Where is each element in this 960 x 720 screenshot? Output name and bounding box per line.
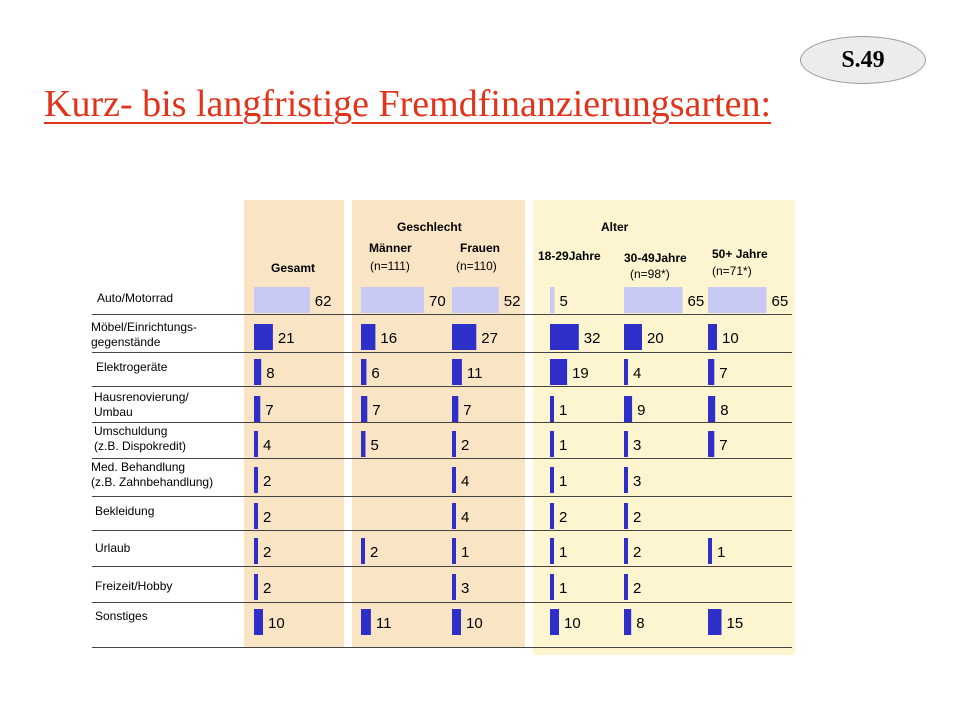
bar-value-label: 7: [719, 437, 728, 454]
bar-value-label: 4: [461, 473, 470, 490]
row-label-urlaub: Urlaub: [95, 541, 131, 555]
row-label-sonstiges: Sonstiges: [95, 609, 148, 623]
bar: [452, 574, 456, 600]
bar: [624, 503, 628, 529]
bar: [550, 287, 555, 313]
bar: [361, 287, 424, 313]
header-age-30-49-n: (n=98*): [630, 267, 670, 281]
bar: [452, 287, 499, 313]
header-maenner: Männer: [369, 241, 412, 255]
bar-value-label: 2: [263, 509, 272, 526]
bar-value-label: 3: [633, 437, 642, 454]
bar: [708, 359, 714, 385]
bar-value-label: 4: [633, 365, 642, 382]
bar-value-label: 32: [583, 330, 601, 347]
bar-value-label: 65: [687, 293, 705, 310]
header-gesamt: Gesamt: [271, 261, 316, 275]
bar-value-label: 8: [636, 615, 645, 632]
bar-value-label: 2: [263, 580, 272, 597]
bar-value-label: 1: [559, 544, 568, 561]
page-number-badge: S.49: [800, 36, 926, 84]
bar-value-label: 3: [461, 580, 470, 597]
header-frauen: Frauen: [460, 241, 501, 255]
bar-value-label: 5: [370, 437, 379, 454]
bar-value-label: 20: [647, 330, 664, 347]
bar-value-label: 1: [559, 473, 568, 490]
row-label-moebel: Möbel/Einrichtungs- gegenstände: [91, 320, 198, 349]
header-age-18-29: 18-29Jahre: [538, 249, 601, 263]
bar: [254, 324, 273, 350]
bar: [452, 503, 456, 529]
bar-value-label: 1: [559, 437, 568, 454]
bar: [624, 287, 683, 313]
bar-value-label: 11: [466, 365, 483, 382]
bar-value-label: 15: [726, 615, 744, 632]
bar: [708, 431, 714, 457]
bar-value-label: 8: [720, 402, 729, 419]
bar: [254, 574, 258, 600]
bar-value-label: 2: [559, 509, 568, 526]
row-label-umschuldung: Umschuldung (z.B. Dispokredit): [94, 424, 187, 453]
header-age-50plus-n: (n=71*): [712, 264, 752, 278]
bar-value-label: 16: [380, 330, 398, 347]
bar-value-label: 27: [481, 330, 498, 347]
bar: [254, 467, 258, 493]
bar: [550, 431, 554, 457]
bar-value-label: 65: [771, 293, 789, 310]
bar-value-label: 7: [265, 402, 274, 419]
bar-value-label: 6: [371, 365, 380, 382]
bar: [550, 396, 554, 422]
bar: [624, 574, 628, 600]
bar-value-label: 1: [559, 402, 568, 419]
header-frauen-n: (n=110): [456, 259, 497, 273]
bar: [550, 538, 554, 564]
bar: [361, 431, 366, 457]
bar-value-label: 10: [268, 615, 285, 632]
bar-value-label: 9: [637, 402, 646, 419]
bar-value-label: 10: [722, 330, 739, 347]
bar: [550, 503, 554, 529]
bar: [624, 396, 632, 422]
bar: [361, 324, 375, 350]
slide-title: Kurz- bis langfristige Fremdfinanzierungsarten:: [44, 83, 772, 125]
bar: [708, 324, 717, 350]
bar: [254, 359, 261, 385]
bar: [624, 609, 631, 635]
row-label-elektro: Elektrogeräte: [96, 360, 168, 374]
row-label-med: Med. Behandlung (z.B. Zahnbehandlung): [91, 460, 214, 489]
bar: [550, 359, 567, 385]
bar-value-label: 3: [633, 473, 642, 490]
bar-value-label: 2: [633, 580, 642, 597]
bar: [254, 609, 263, 635]
bar-value-label: 7: [719, 365, 728, 382]
bar-value-label: 2: [633, 509, 642, 526]
bar-value-label: 4: [263, 437, 272, 454]
bar-value-label: 19: [572, 365, 589, 382]
bar: [550, 609, 559, 635]
bar: [361, 359, 366, 385]
bar: [254, 431, 258, 457]
bar: [452, 396, 458, 422]
bar-value-label: 2: [370, 544, 379, 561]
bar-value-label: 1: [559, 580, 568, 597]
bar: [254, 503, 258, 529]
header-age-30-49: 30-49Jahre: [624, 251, 687, 265]
header-age-50plus: 50+ Jahre: [712, 247, 768, 261]
bar-value-label: 52: [503, 293, 521, 310]
bar: [708, 287, 767, 313]
bar: [550, 467, 554, 493]
bar: [254, 538, 258, 564]
bar-value-label: 8: [266, 365, 275, 382]
bar: [624, 538, 628, 564]
bar: [550, 324, 579, 350]
bar: [708, 609, 722, 635]
bar-value-label: 5: [559, 293, 568, 310]
bar: [361, 396, 367, 422]
bar: [708, 396, 715, 422]
bar: [361, 609, 371, 635]
bar-value-label: 2: [263, 473, 272, 490]
bar: [708, 538, 712, 564]
bar: [452, 538, 456, 564]
bar-value-label: 62: [314, 293, 332, 310]
bar-value-label: 4: [461, 509, 470, 526]
bar: [452, 467, 456, 493]
bar: [452, 359, 462, 385]
bar-value-label: 10: [564, 615, 581, 632]
bar-value-label: 1: [717, 544, 726, 561]
bar: [624, 359, 628, 385]
row-label-freizeit: Freizeit/Hobby: [95, 579, 173, 593]
bar: [254, 287, 310, 313]
bar-value-label: 1: [461, 544, 470, 561]
bar-value-label: 70: [429, 293, 446, 310]
bar: [624, 431, 628, 457]
bar: [254, 396, 260, 422]
row-label-auto: Auto/Motorrad: [97, 291, 174, 305]
bar-value-label: 7: [372, 402, 381, 419]
bar: [361, 538, 365, 564]
bar: [452, 609, 461, 635]
bar: [452, 324, 476, 350]
bar: [550, 574, 554, 600]
bar-value-label: 7: [463, 402, 472, 419]
row-label-haus: Hausrenovierung/ Umbau: [94, 390, 189, 419]
bar-value-label: 2: [633, 544, 642, 561]
bar-value-label: 10: [466, 615, 483, 632]
bar-value-label: 2: [263, 544, 272, 561]
bar-value-label: 2: [461, 437, 470, 454]
bar-value-label: 11: [375, 615, 392, 632]
header-alter: Alter: [601, 220, 629, 234]
header-geschlecht: Geschlecht: [397, 220, 462, 234]
bar: [624, 324, 642, 350]
bar-value-label: 21: [277, 330, 295, 347]
row-label-bekleidung: Bekleidung: [95, 504, 155, 518]
bar: [624, 467, 628, 493]
bar: [452, 431, 456, 457]
header-maenner-n: (n=111): [370, 259, 410, 273]
